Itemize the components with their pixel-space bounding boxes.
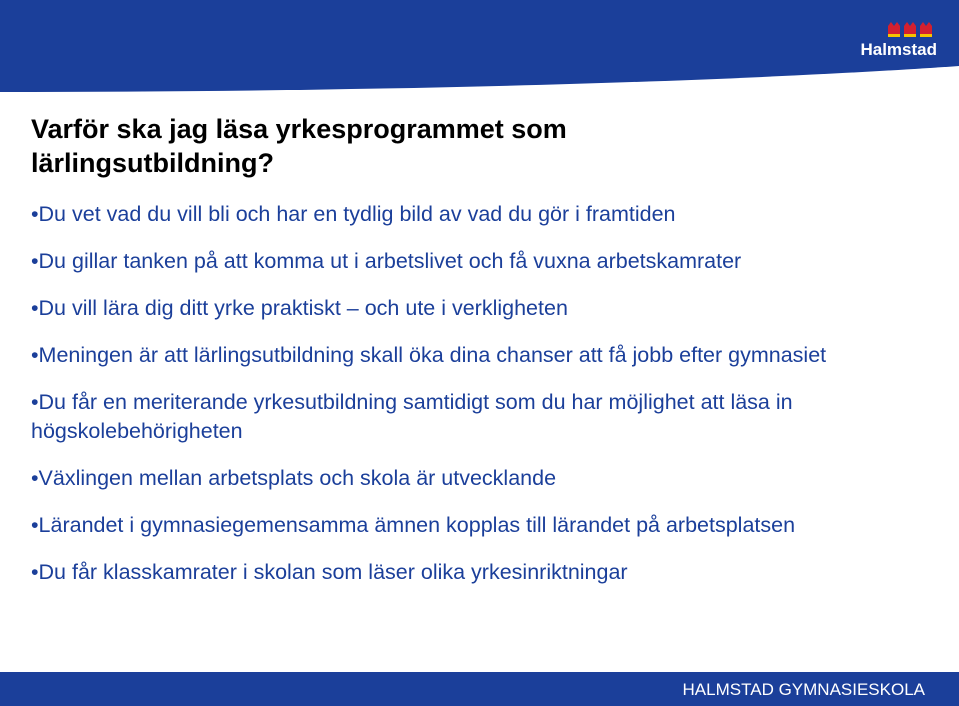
bullet-marker: • xyxy=(31,202,39,226)
bullet-text: Du får en meriterande yrkesutbildning samtidigt som du har möjlighet att läsa in högskolebehörigheten xyxy=(31,390,793,443)
bullet-text: Lärandet i gymnasiegemensamma ämnen kopplas till lärandet på arbetsplatsen xyxy=(38,513,796,537)
bullet-marker: • xyxy=(31,296,39,320)
list-item xyxy=(31,558,941,587)
bullet-marker: • xyxy=(31,343,39,367)
slide-title: Varför ska jag läsa yrkesprogrammet som lärlingsutbildning? xyxy=(31,114,567,178)
list-item xyxy=(31,294,941,323)
bullet-marker: • xyxy=(31,513,39,537)
bullet-text: Du vill lära dig ditt yrke praktiskt – och ute i verkligheten xyxy=(38,296,568,320)
bullet-text: Du vet vad du vill bli och har en tydlig bild av vad du gör i framtiden xyxy=(38,202,676,226)
bullet-text: Du får klasskamrater i skolan som läser olika yrkesinriktningar xyxy=(38,560,628,584)
list-item xyxy=(31,247,941,276)
bullet-marker: • xyxy=(31,560,39,584)
crowns-icon xyxy=(887,20,935,40)
footer-band xyxy=(0,672,959,706)
bullet-marker: • xyxy=(31,249,39,273)
list-item xyxy=(31,200,941,229)
list-item xyxy=(31,388,941,446)
bullet-text: Meningen är att lärlingsutbildning skall öka dina chanser att få jobb efter gymnasiet xyxy=(38,343,827,367)
halmstad-logo xyxy=(857,20,937,64)
bullet-marker: • xyxy=(31,390,39,414)
logo-wordmark: Halmstad xyxy=(860,40,937,59)
bullet-list xyxy=(31,200,941,605)
list-item xyxy=(31,464,941,493)
list-item xyxy=(31,511,941,540)
bullet-marker: • xyxy=(31,466,39,490)
bullet-text: Du gillar tanken på att komma ut i arbetslivet och få vuxna arbetskamrater xyxy=(38,249,742,273)
header-band xyxy=(0,0,959,110)
footer-text: HALMSTAD GYMNASIESKOLA xyxy=(682,680,925,699)
list-item xyxy=(31,341,941,370)
bullet-text: Växlingen mellan arbetsplats och skola är utvecklande xyxy=(38,466,557,490)
